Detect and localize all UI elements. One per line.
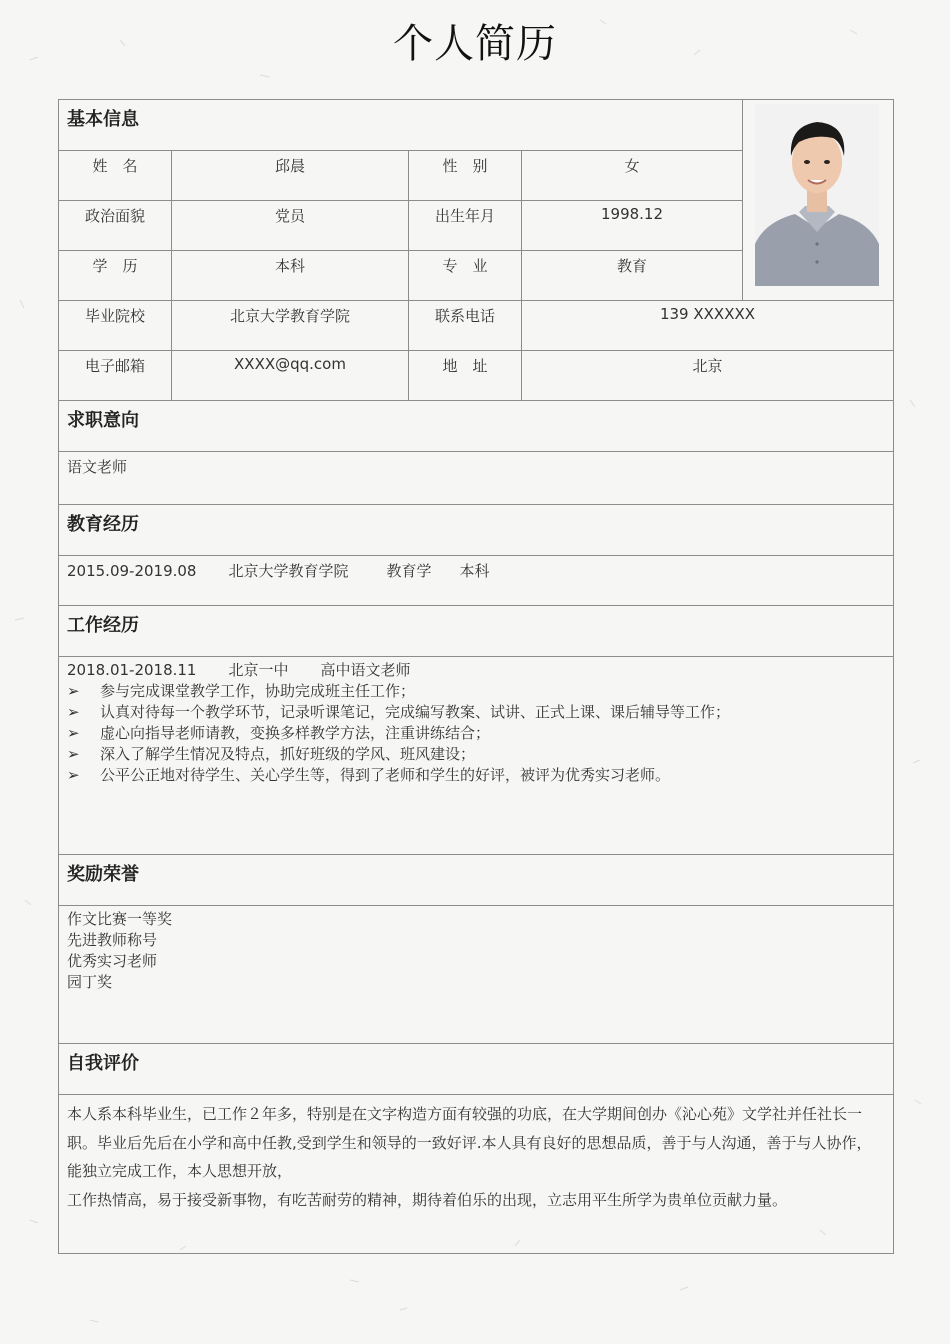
email-label: 电子邮箱 (59, 351, 172, 401)
info-row-4 (59, 301, 894, 351)
list-item: ➢ 虚心向指导老师请教，变换多样教学方法，注重讲练结合； (67, 724, 491, 742)
education-level-value: 本科 (172, 251, 409, 301)
education-line (59, 556, 894, 606)
school-value: 北京大学教育学院 (172, 301, 409, 351)
education-heading: 教育经历 (59, 505, 894, 556)
education-period: 2015.09-2019.08 (67, 562, 197, 580)
self-paragraph: 工作热情高，易于接受新事物，有吃苦耐劳的精神，期待着伯乐的出现，立志用平生所学为贵单位贡献力量。 (67, 1190, 788, 1209)
list-item: 优秀实习老师 (67, 952, 158, 970)
education-major: 教育学 (386, 562, 432, 580)
intent-value: 语文老师 (59, 452, 894, 505)
address-value: 北京 (522, 351, 894, 401)
birth-label: 出生年月 (409, 201, 522, 251)
list-item: 先进教师称号 (67, 931, 158, 949)
school-label: 毕业院校 (59, 301, 172, 351)
major-value: 教育 (522, 251, 743, 301)
basic-info-heading: 基本信息 (59, 100, 743, 151)
education-row (59, 556, 894, 606)
gender-label: 性 别 (409, 151, 522, 201)
major-label: 专 业 (409, 251, 522, 301)
self-header-row (59, 1044, 894, 1095)
resume-table (58, 99, 894, 1254)
bullet-arrow-icon: ➢ (67, 682, 80, 700)
address-label: 地 址 (409, 351, 522, 401)
education-school: 北京大学教育学院 (228, 562, 349, 580)
list-item: 园丁奖 (67, 973, 113, 991)
page-title: 个人简历 (393, 21, 557, 67)
list-item: ➢ 参与完成课堂教学工作，协助完成班主任工作； (67, 682, 416, 700)
phone-value: 139 XXXXXX (522, 301, 894, 351)
list-item: ➢ 公平公正地对待学生、关心学生等，得到了老师和学生的好评，被评为优秀实习老师。 (67, 766, 671, 784)
avatar (755, 104, 879, 286)
bullet-arrow-icon: ➢ (67, 766, 80, 784)
self-content (59, 1095, 894, 1254)
birth-value: 1998.12 (522, 201, 743, 251)
basic-info-header-row (59, 100, 894, 151)
self-row (59, 1095, 894, 1254)
intent-heading: 求职意向 (59, 401, 894, 452)
name-label: 姓 名 (59, 151, 172, 201)
intent-row (59, 452, 894, 505)
phone-label: 联系电话 (409, 301, 522, 351)
info-row-5 (59, 351, 894, 401)
work-company: 北京一中 (228, 661, 289, 679)
awards-header-row (59, 855, 894, 906)
political-value: 党员 (172, 201, 409, 251)
bullet-arrow-icon: ➢ (67, 724, 80, 742)
work-position: 高中语文老师 (320, 661, 411, 679)
awards-content (59, 906, 894, 1044)
work-content (59, 657, 894, 855)
photo-cell (743, 100, 894, 301)
email-value: XXXX@qq.com (172, 351, 409, 401)
work-summary (67, 660, 893, 681)
education-degree: 本科 (459, 562, 490, 580)
self-heading: 自我评价 (59, 1044, 894, 1095)
name-value: 邱晨 (172, 151, 409, 201)
political-label: 政治面貌 (59, 201, 172, 251)
work-row (59, 657, 894, 855)
education-header-row (59, 505, 894, 556)
self-paragraph: 本人系本科毕业生，已工作２年多，特别是在文字构造方面有较强的功底，在大学期间创办《沁心苑》文学社并任社长一职。毕业后先后在小学和高中任教,受到学生和领导的一致好评.本人具有良好的思想品质，善于与人沟通，善于与人协作，能独立完成工作，本人思想开放， (67, 1105, 872, 1180)
gender-value: 女 (522, 151, 743, 201)
work-header-row (59, 606, 894, 657)
bullet-arrow-icon: ➢ (67, 703, 80, 721)
intent-header-row (59, 401, 894, 452)
bullet-arrow-icon: ➢ (67, 745, 80, 763)
work-period: 2018.01-2018.11 (67, 661, 197, 679)
awards-heading: 奖励荣誉 (59, 855, 894, 906)
list-item: 作文比赛一等奖 (67, 910, 173, 928)
list-item: ➢ 认真对待每一个教学环节，记录听课笔记，完成编写教案、试讲、正式上课、课后辅导等工作； (67, 703, 731, 721)
work-heading: 工作经历 (59, 606, 894, 657)
list-item: ➢ 深入了解学生情况及特点，抓好班级的学风、班风建设； (67, 745, 476, 763)
education-level-label: 学 历 (59, 251, 172, 301)
awards-row (59, 906, 894, 1044)
